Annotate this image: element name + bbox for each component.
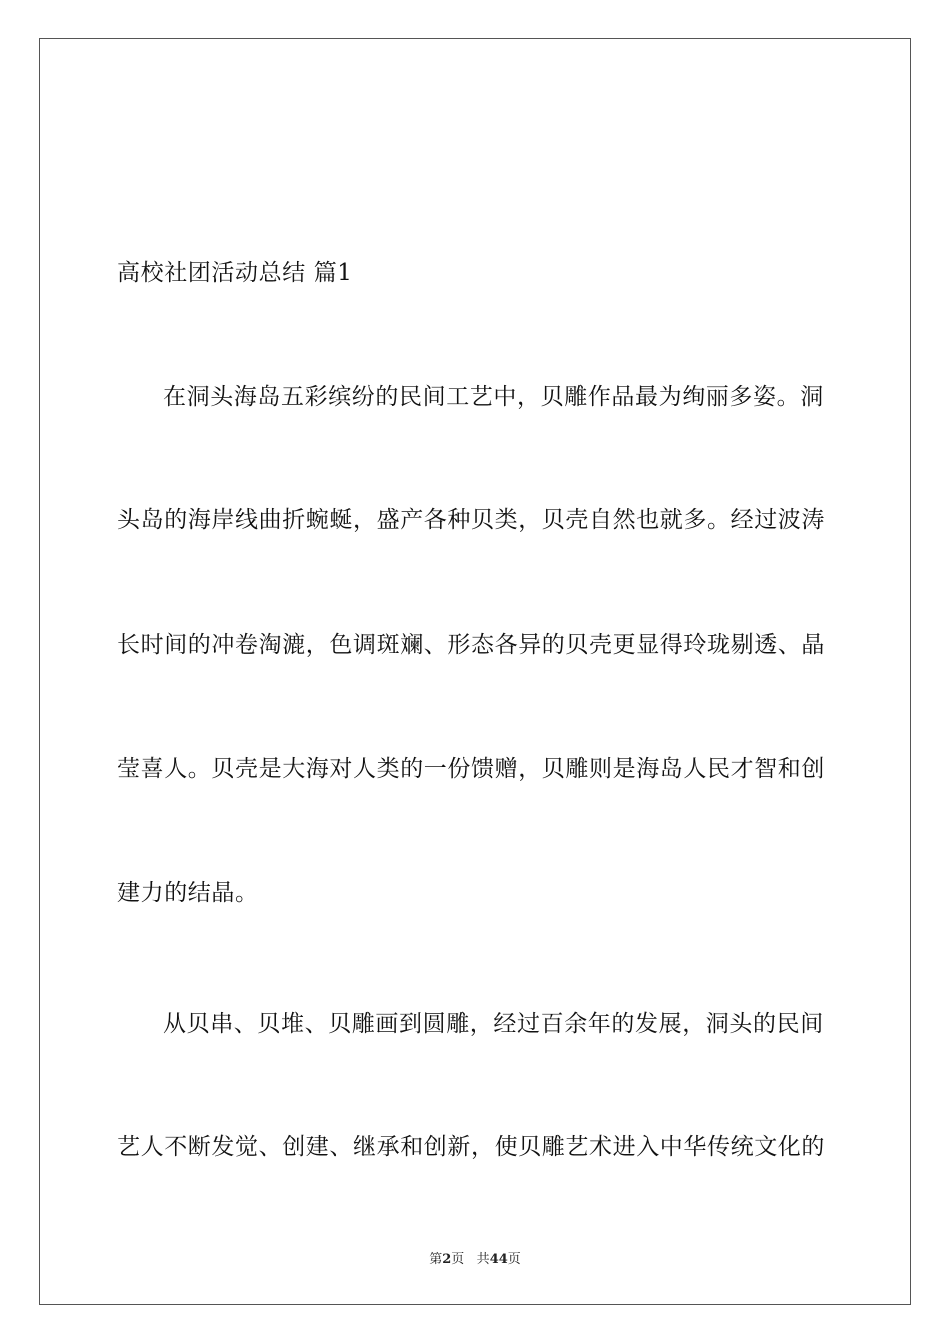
- section-heading: 高校社团活动总结 篇1: [117, 260, 353, 286]
- paragraph-line: 头岛的海岸线曲折蜿蜒，盛产各种贝类，贝壳自然也就多。经过波涛: [117, 507, 825, 533]
- total-pages-number: 44: [489, 1252, 508, 1267]
- current-page-number: 2: [442, 1252, 452, 1267]
- page-footer: [0, 1248, 950, 1267]
- footer-total-prefix: 共: [476, 1252, 490, 1267]
- page-border: [39, 38, 911, 1305]
- footer-total-suffix: 页: [507, 1252, 521, 1267]
- paragraph-line: 建力的结晶。: [117, 880, 259, 906]
- paragraph-line: 在洞头海岛五彩缤纷的民间工艺中，贝雕作品最为绚丽多姿。洞: [163, 384, 824, 410]
- paragraph-line: 艺人不断发觉、创建、继承和创新，使贝雕艺术进入中华传统文化的: [117, 1134, 825, 1160]
- paragraph-line: 从贝串、贝堆、贝雕画到圆雕，经过百余年的发展，洞头的民间: [163, 1011, 824, 1037]
- footer-prefix: 第: [429, 1252, 443, 1267]
- paragraph-line: 长时间的冲卷淘漉，色调斑斓、形态各异的贝壳更显得玲珑剔透、晶: [117, 632, 825, 658]
- footer-page-suffix: 页: [451, 1252, 465, 1267]
- paragraph-line: 莹喜人。贝壳是大海对人类的一份馈赠，贝雕则是海岛人民才智和创: [117, 756, 825, 782]
